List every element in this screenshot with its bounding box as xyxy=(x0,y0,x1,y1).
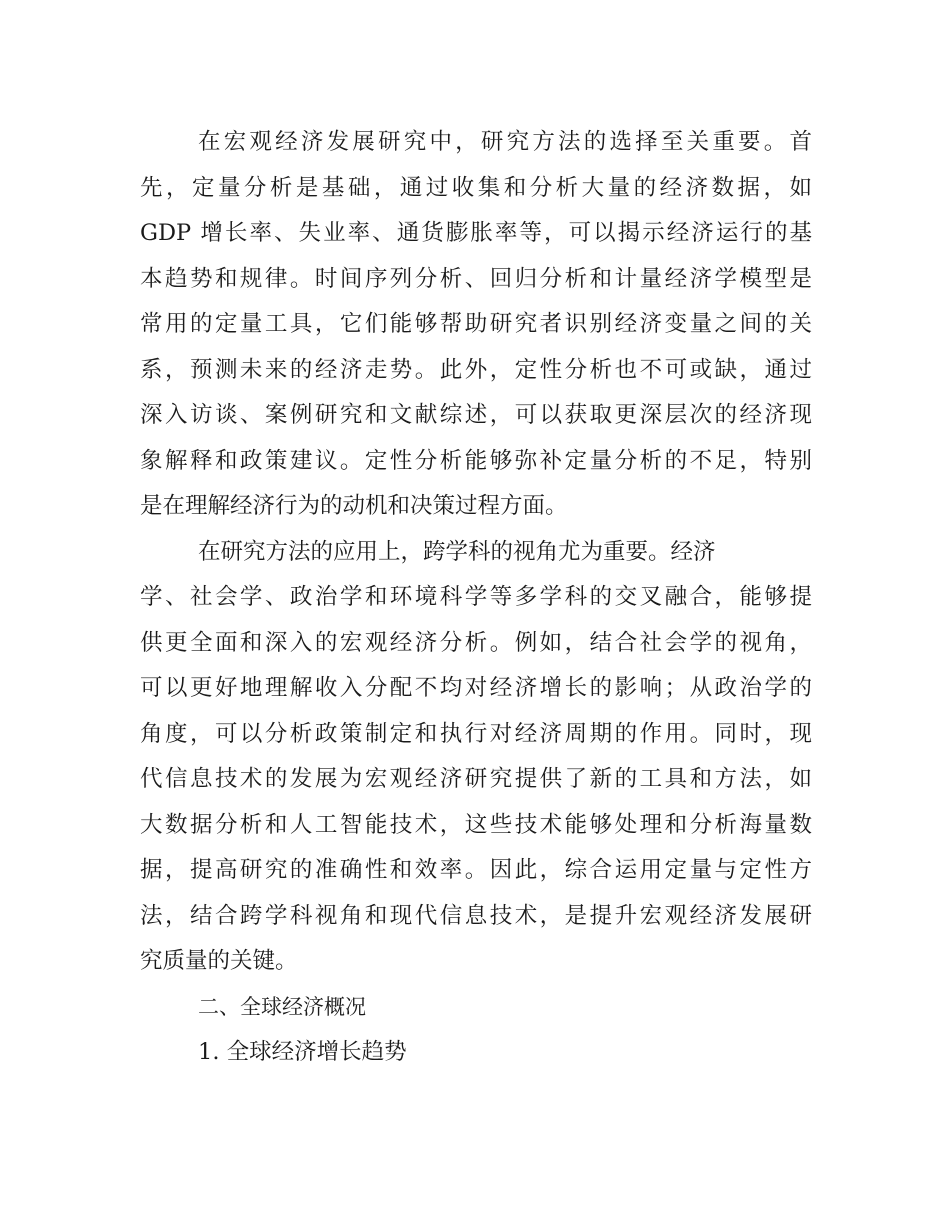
paragraph-line: 可以更好地理解收入分配不均对经济增长的影响；从政治学的 xyxy=(140,675,812,701)
subsection-heading: 1. 全球经济增长趋势 xyxy=(198,1039,407,1065)
paragraph-line: 角度，可以分析政策制定和执行对经济周期的作用。同时，现 xyxy=(140,720,812,747)
paragraph-line: 是在理解经济行为的动机和决策过程方面。 xyxy=(140,493,568,519)
paragraph-line: 在宏观经济发展研究中，研究方法的选择至关重要。首 xyxy=(198,129,812,155)
paragraph-line: 据，提高研究的准确性和效率。因此，综合运用定量与定性方 xyxy=(140,857,812,883)
paragraph-interdisciplinary xyxy=(140,530,812,985)
paragraph-line: 象解释和政策建议。定性分析能够弥补定量分析的不足，特别 xyxy=(140,447,812,474)
paragraph-research-methods xyxy=(140,120,812,530)
paragraph-line: 代信息技术的发展为宏观经济研究提供了新的工具和方法，如 xyxy=(140,766,812,792)
section-heading: 二、全球经济概况 xyxy=(198,994,366,1019)
paragraph-line: 本趋势和规律。时间序列分析、回归分析和计量经济学模型是 xyxy=(140,265,812,292)
paragraph-line: 供更全面和深入的宏观经济分析。例如，结合社会学的视角， xyxy=(140,629,812,656)
document-body xyxy=(140,120,812,1076)
paragraph-line: 深入访谈、案例研究和文献综述，可以获取更深层次的经济现 xyxy=(140,402,812,428)
paragraph-line: 常用的定量工具，它们能够帮助研究者识别经济变量之间的关 xyxy=(140,311,812,337)
paragraph-line: 究质量的关键。 xyxy=(140,948,298,974)
paragraph-line: 先，定量分析是基础，通过收集和分析大量的经济数据，如 xyxy=(140,174,812,201)
paragraph-line: 大数据分析和人工智能技术，这些技术能够处理和分析海量数 xyxy=(140,811,812,838)
paragraph-line: GDP 增长率、失业率、通货膨胀率等，可以揭示经济运行的基 xyxy=(140,220,812,246)
paragraph-line: 在研究方法的应用上，跨学科的视角尤为重要。经济 xyxy=(198,538,716,565)
paragraph-line: 法，结合跨学科视角和现代信息技术，是提升宏观经济发展研 xyxy=(140,902,812,929)
paragraph-line: 系，预测未来的经济走势。此外，定性分析也不可或缺，通过 xyxy=(140,356,812,383)
paragraph-line: 学、社会学、政治学和环境科学等多学科的交叉融合，能够提 xyxy=(140,584,812,610)
